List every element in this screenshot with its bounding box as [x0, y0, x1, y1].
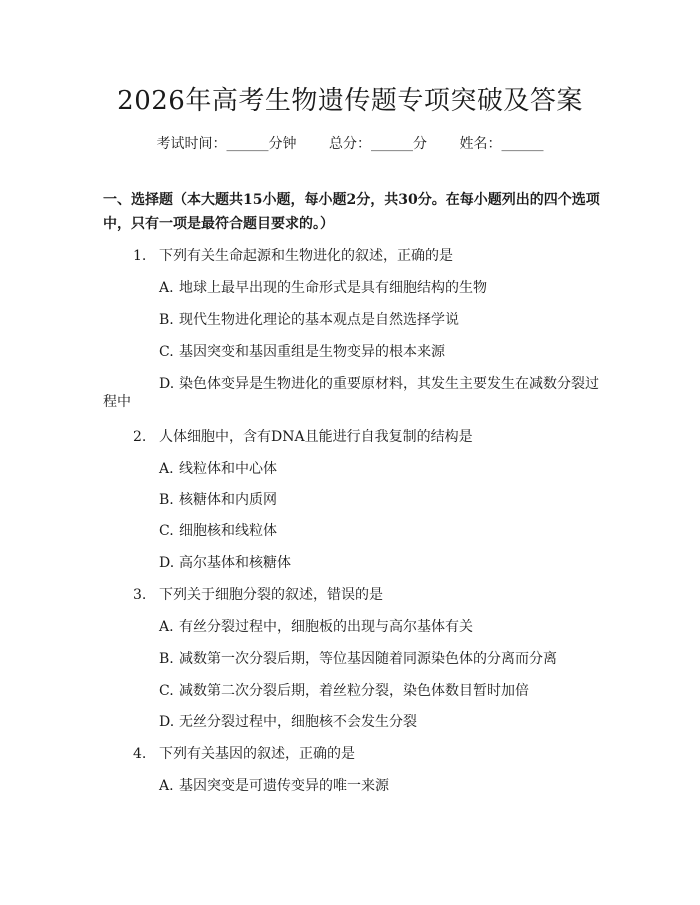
exam-time-label: 考试时间：: [156, 136, 227, 152]
option-text: 核糖体和内质网: [179, 492, 277, 508]
question-2: [133, 426, 473, 446]
option-1b: [159, 309, 459, 329]
option-letter: A.: [159, 280, 174, 296]
option-1d-continuation: 程中: [103, 394, 131, 410]
option-letter: A.: [159, 619, 174, 635]
option-text: 细胞核和线粒体: [179, 523, 277, 539]
student-name-blank: ______: [501, 136, 544, 152]
page-title: 2026年高考生物遗传题专项突破及答案: [117, 86, 583, 116]
question-1: [133, 245, 453, 265]
option-3a: [159, 616, 473, 636]
question-number: 4.: [133, 746, 147, 762]
option-3b: [159, 648, 557, 668]
question-number: 3.: [133, 587, 147, 603]
option-text: 无丝分裂过程中，细胞核不会发生分裂: [179, 714, 417, 730]
question-stem: 下列有关生命起源和生物进化的叙述，正确的是: [159, 248, 453, 264]
student-name-field: [459, 136, 543, 152]
option-text: 基因突变是可遗传变异的唯一来源: [179, 778, 389, 794]
option-letter: B.: [159, 312, 174, 328]
option-1d: [159, 373, 599, 393]
exam-time-blank: ______: [226, 136, 269, 152]
question-3: [133, 584, 383, 604]
option-letter: B.: [159, 492, 174, 508]
option-text: 有丝分裂过程中，细胞板的出现与高尔基体有关: [179, 619, 473, 635]
total-score-field: [329, 136, 427, 152]
option-text: 减数第一次分裂后期，等位基因随着同源染色体的分离而分离: [179, 651, 557, 667]
option-2d: [159, 552, 291, 572]
question-stem: 下列关于细胞分裂的叙述，错误的是: [159, 587, 383, 603]
total-score-label: 总分：: [329, 136, 371, 152]
option-2a: [159, 458, 277, 478]
option-text: 地球上最早出现的生命形式是具有细胞结构的生物: [179, 280, 487, 296]
option-1c: [159, 341, 445, 361]
option-letter: D.: [159, 714, 175, 730]
option-3c: [159, 680, 529, 700]
option-2b: [159, 489, 277, 509]
option-letter: B.: [159, 651, 174, 667]
option-1a: [159, 277, 487, 297]
student-name-label: 姓名：: [459, 136, 502, 152]
option-text: 现代生物进化理论的基本观点是自然选择学说: [179, 312, 459, 328]
section-heading: 一、选择题（本大题共15小题，每小题2分，共30分。在每小题列出的四个选项中，只有一项是最符合题目要求的。）: [103, 192, 600, 232]
question-stem: 下列有关基因的叙述，正确的是: [159, 746, 355, 762]
option-text: 染色体变异是生物进化的重要原材料，其发生主要发生在减数分裂过: [179, 376, 599, 392]
option-text: 基因突变和基因重组是生物变异的根本来源: [179, 344, 445, 360]
option-letter: A.: [159, 461, 174, 477]
total-score-unit: 分: [413, 136, 427, 152]
option-letter: D.: [159, 555, 175, 571]
option-letter: C.: [159, 683, 174, 699]
option-2c: [159, 520, 277, 540]
question-number: 2.: [133, 429, 147, 445]
exam-time-unit: 分钟: [268, 136, 297, 152]
question-number: 1.: [133, 248, 147, 264]
option-4a: [159, 775, 389, 795]
option-letter: C.: [159, 523, 174, 539]
option-letter: D.: [159, 376, 175, 392]
option-text: 高尔基体和核糖体: [179, 555, 291, 571]
question-4: [133, 743, 355, 763]
option-3d: [159, 711, 417, 731]
exam-meta: [0, 133, 700, 153]
option-letter: A.: [159, 778, 174, 794]
option-text: 线粒体和中心体: [179, 461, 277, 477]
total-score-blank: ______: [371, 136, 413, 152]
question-stem: 人体细胞中，含有DNA且能进行自我复制的结构是: [159, 429, 473, 445]
option-letter: C.: [159, 344, 174, 360]
exam-time-field: [157, 136, 297, 152]
option-text: 减数第二次分裂后期，着丝粒分裂，染色体数目暂时加倍: [179, 683, 529, 699]
